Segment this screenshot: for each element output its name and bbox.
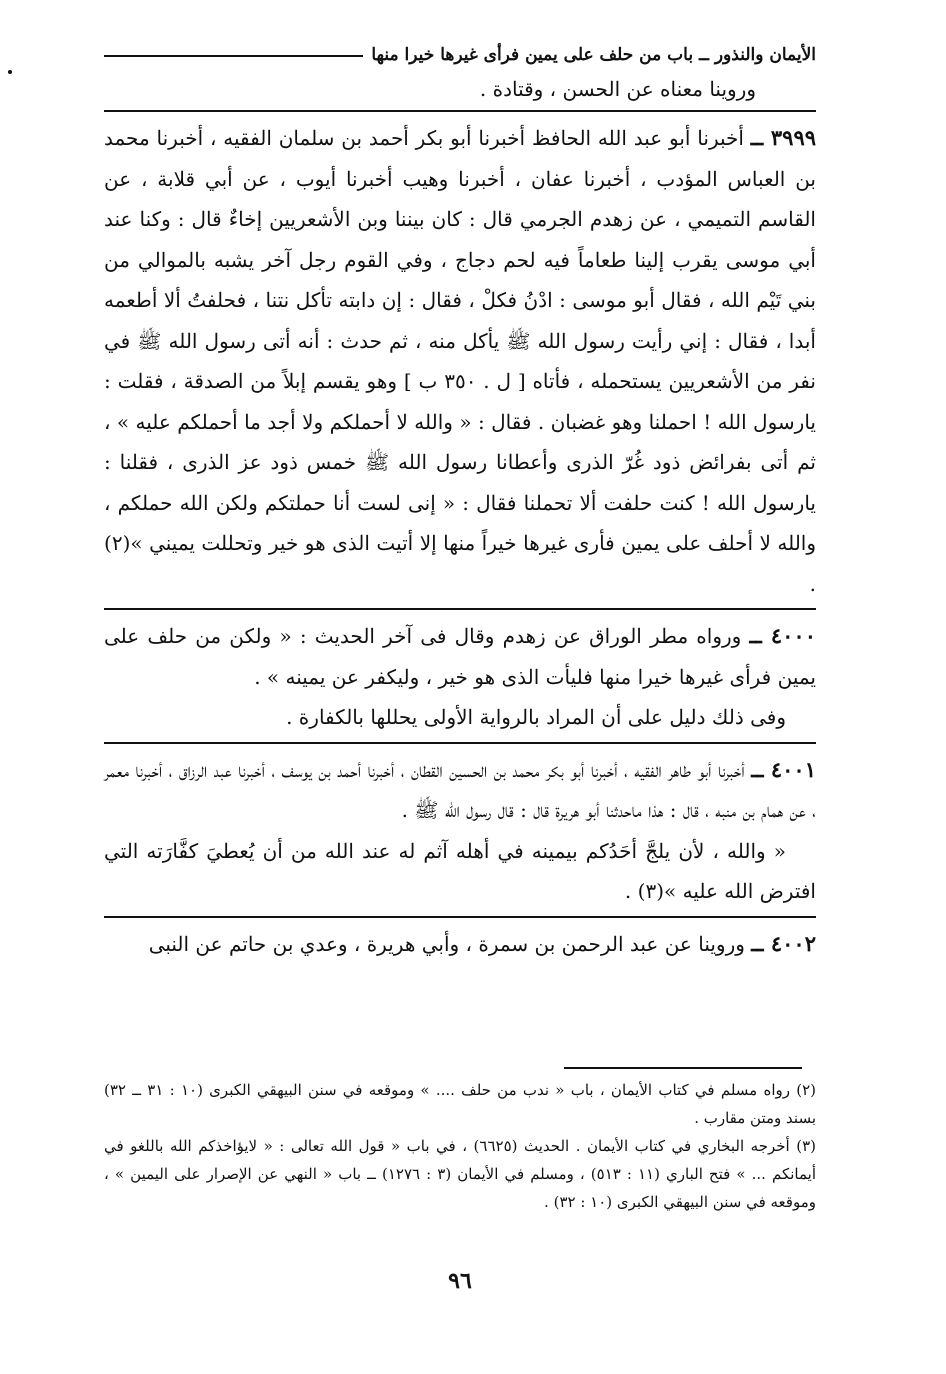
section-divider bbox=[104, 916, 816, 918]
hadith-4001 bbox=[104, 750, 816, 831]
running-title: الأيمان والنذور ــ باب من حلف على يمين فرأى غيرها خيرا منها bbox=[371, 45, 816, 65]
footnote-2: (٢) رواه مسلم في كتاب الأيمان ، باب « ندب من حلف .... » وموقعه في سنن البيهقي الكبرى (١٠ : ٣١ ــ ٣٢) بسند ومتن مقارب . bbox=[104, 1081, 816, 1127]
footnotes bbox=[104, 1076, 816, 1216]
header-rule bbox=[104, 55, 363, 57]
hadith-text: ورواه مطر الوراق عن زهدم وقال فى آخر الحديث : « ولكن من حلف على يمين فرأى غيرها خيرا منها فليأت الذى هو خير ، وليكفر عن يمينه » . bbox=[104, 624, 816, 689]
hadith-quote: « والله ، لأن يلجَّ أحَدُكم بيمينه في أهله آثم له عند الله من أن يُعطيَ كفَّارَته التي افترض الله عليه »(٣) . bbox=[104, 838, 816, 903]
hadith-text: أخبرنا أبو عبد الله الحافظ أخبرنا أبو بكر أحمد بن سلمان الفقيه ، أخبرنا محمد بن العباس المؤدب ، أخبرنا عفان ، أخبرنا وهيب أخبرنا أيوب ، عن أبي قلابة ، عن القاسم التميمي ، عن زهدم الجرمي قال : كان بيننا وبن الأشعريين إخاءٌ قال : وكنا عند أبي موسى يقرب إلينا طعاماً فيه لحم دجاج ، وفي القوم رجل آخر يشبه بالموالي من بني تَيْم الله ، فقال أبو موسى : ادْنُ فكلْ ، فقال : إن دابته تأكل نتنا ، فحلفتُ ألا أطعمه أبدا ، فقال : إني رأيت رسول الله ﷺ يأكل منه ، ثم حدث : أنه أتى رسول الله ﷺ في نفر من الأشعريين يستحمله ، فأتاه [ ل . ٣٥٠ ب ] وهو يقسم إبلاً من الصدقة ، فقلت : يارسول الله ! احملنا وهو غضبان . فقال : « والله لا أحملكم ولا أجد ما أحملكم عليه » ، ثم أتى بفرائض ذود غُرّ الذرى وأعطانا رسول الله ﷺ خمس ذود عز الذرى ، فقلنا : يارسول الله ! كنت حلفت ألا تحملنا فقال : « إنى لست أنا حملتكم ولكن الله حملكم ، والله لا أحلف على يمين فأرى غيرها خيراً منها إلا أتيت الذى هو خير وتحللت يميني »(٢) . bbox=[104, 126, 816, 596]
hadith-number: ٣٩٩٩ ــ bbox=[750, 125, 817, 150]
page-number: ٩٦ bbox=[448, 1268, 472, 1294]
hadith-3999 bbox=[104, 118, 816, 604]
running-header bbox=[104, 40, 816, 70]
hadith-4000 bbox=[104, 616, 816, 697]
intro-line: وروينا معناه عن الحسن ، وقتادة . bbox=[479, 77, 756, 101]
margin-speck bbox=[8, 70, 12, 74]
footnote-3: (٣) أخرجه البخاري في كتاب الأيمان . الحديث (٦٦٢٥) ، في باب « قول الله تعالى : « لايؤاخذكم الله باللغو في أيمانكم ... » فتح الباري (١١ : ٥١٣) ، ومسلم في الأيمان (٣ : ١٢٧٦) ــ باب « النهي عن الإصرار على اليمين » ، وموقعه في سنن البيهقي الكبرى (١٠ : ٣٢) . bbox=[104, 1137, 817, 1211]
hadith-number: ٤٠٠١ ــ bbox=[751, 756, 816, 782]
section-divider bbox=[104, 110, 816, 112]
footnote-separator bbox=[564, 1067, 802, 1069]
hadith-4002 bbox=[104, 924, 816, 965]
hadith-number: ٤٠٠٢ ــ bbox=[751, 930, 816, 956]
hadith-text: أخبرنا أبو طاهر الفقيه ، أخبرنا أبو بكر محمد بن الحسين القطان ، أخبرنا أحمد بن يوسف ، أخبرنا عبد الرزاق ، أخبرنا معمر ، عن همام بن منبه ، قال : هذا ماحدثنا أبو هريرة قال : قال رسول الله ﷺ . bbox=[104, 757, 816, 822]
commentary: وفى ذلك دليل على أن المراد بالرواية الأولى يحللها بالكفارة . bbox=[286, 705, 786, 729]
page-body bbox=[104, 40, 816, 964]
hadith-number: ٤٠٠٠ ــ bbox=[749, 623, 816, 648]
section-divider bbox=[104, 608, 816, 610]
section-divider bbox=[104, 742, 816, 744]
hadith-text: وروينا عن عبد الرحمن بن سمرة ، وأبي هريرة ، وعدي بن حاتم عن النبى bbox=[148, 931, 745, 956]
